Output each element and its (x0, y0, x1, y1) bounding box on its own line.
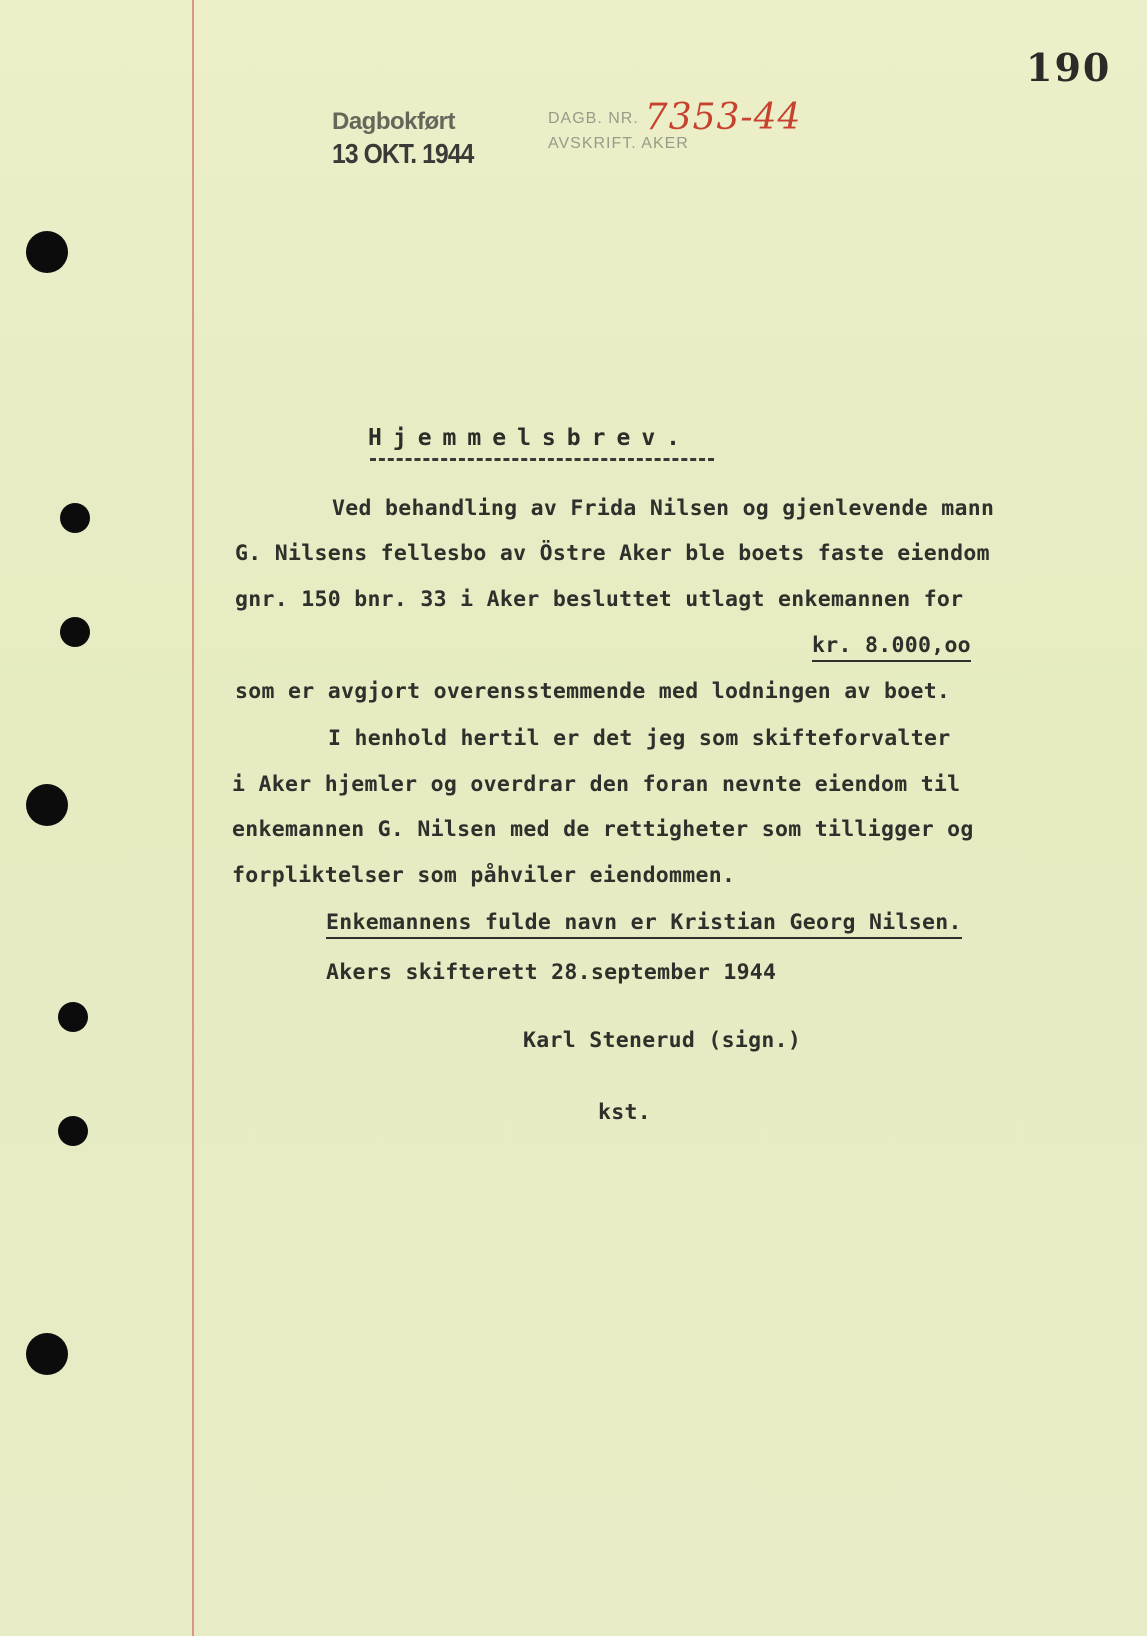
binder-hole (58, 1116, 88, 1146)
binder-hole (26, 784, 68, 826)
binder-hole (58, 1002, 88, 1032)
page-number: 190 (1026, 45, 1112, 90)
diary-number-label: DAGB. NR. (548, 110, 639, 127)
amount: kr. 8.000,oo (812, 633, 971, 662)
binder-hole (26, 231, 68, 273)
binder-hole (26, 1333, 68, 1375)
text-line: gnr. 150 bnr. 33 i Aker besluttet utlagt enkemannen for (235, 587, 964, 612)
text-line: i Aker hjemler og overdrar den foran nevnte eiendom til (232, 772, 961, 797)
registration-stamp (332, 110, 493, 168)
binder-hole (60, 617, 90, 647)
diary-number-stamp (548, 94, 801, 152)
text-line: som er avgjort overensstemmende med lodningen av boet. (235, 679, 951, 704)
margin-line (192, 0, 194, 1636)
text-line: Ved behandling av Frida Nilsen og gjenlevende mann (332, 496, 995, 521)
document-title: Hjemmelsbrev. (368, 425, 692, 451)
signature-line: Karl Stenerud (sign.) (523, 1028, 802, 1053)
text-line: G. Nilsens fellesbo av Östre Aker ble boets faste eiendom (235, 541, 990, 566)
full-name-line: Enkemannens fulde navn er Kristian Georg Nilsen. (326, 910, 962, 939)
stamp-line-registered: Dagbokført (332, 108, 455, 135)
text-line: I henhold hertil er det jeg som skifteforvalter (328, 726, 951, 751)
text-line: enkemannen G. Nilsen med de rettigheter som tilligger og (232, 817, 974, 842)
place-date-line: Akers skifterett 28.september 1944 (326, 960, 777, 985)
text-line: forpliktelser som påhviler eiendommen. (232, 863, 736, 888)
title-underline (370, 458, 714, 461)
handwritten-diary-number: 7353-44 (644, 97, 802, 138)
copy-label: AVSKRIFT. AKER (548, 135, 689, 152)
binder-hole (60, 503, 90, 533)
stamp-line-date: 13 OKT. 1944 (332, 138, 474, 169)
signature-title: kst. (598, 1100, 651, 1125)
